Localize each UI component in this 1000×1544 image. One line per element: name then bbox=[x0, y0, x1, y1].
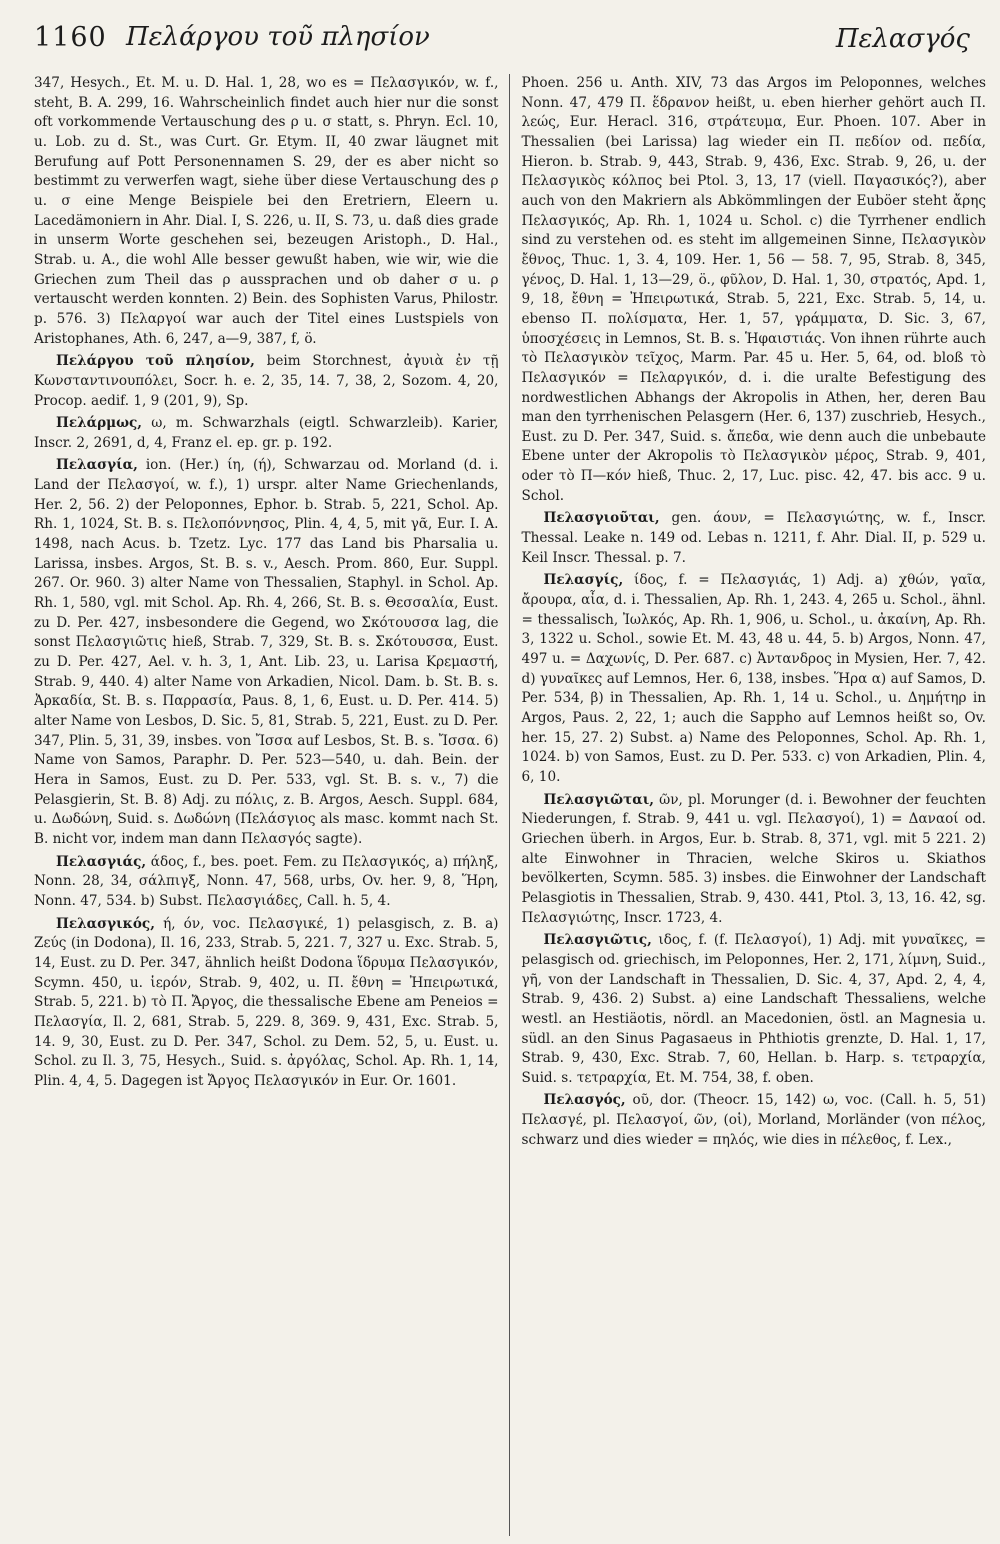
right-column bbox=[510, 74, 987, 1536]
entry-body: ion. (Her.) ίη, (ή), Schwarzau od. Morland (d. i. Land der Πελασγοί, w. f.), 1) urspr. alter Name Griechenlands, Her. 2, 56. 2) der Peloponnes, Ephor. b. Strab. 5, 221, Schol. Ap. Rh. 1, 1024, St. B. s. Πελοπόννησος, Plin. 4, 4, 5, mit γᾶ, Eur. I. A. 1498, nach Acus. b. Tzetz. Lyc. 177 das Land bis Pharsalia u. Larissa, insbes. Argos, St. B. s. v., Aesch. Prom. 860, Eur. Suppl. 267. Or. 960. 3) alter Name von Thessalien, Staphyl. in Schol. Ap. Rh. 1, 580, vgl. mit Schol. Ap. Rh. 4, 266, St. B. s. Θεσσαλία, Eust. zu D. Per. 427, insbesondere die Gegend, wo Σκότουσσα lag, die sonst Πελασγιῶτις hieß, Strab. 7, 329, St. B. s. Σκότουσσα, Eust. zu D. Per. 427, Ael. v. h. 3, 1, Ant. Lib. 23, u. Larisa Κρεμαστή, Strab. 9, 440. 4) alter Name von Arkadien, Nicol. Dam. b. St. B. s. Ἀρκαδία, St. B. s. Παρρασία, Paus. 8, 1, 6, Eust. u. D. Per. 414. 5) alter Name von Lesbos, D. Sic. 5, 81, Strab. 5, 221, Eust. zu D. Per. 347, Plin. 5, 31, 39, insbes. von Ἴσσα auf Lesbos, St. B. s. Ἴσσα. 6) Name von Samos, Paraphr. D. Per. 523—540, u. dah. Bein. der Hera in Samos, Eust. zu D. Per. 533, vgl. St. B. s. v., 7) die Pelasgierin, St. B. 8) Adj. zu πόλις, z. B. Argos, Aesch. Suppl. 684, u. Δωδώνη, Suid. s. Δωδώνη (Πελάσγιος als masc. kommt nach St. B. nicht vor, indem man dann Πελασγός sagte). bbox=[34, 457, 499, 847]
entry-headword: Πελασγιοῦται, bbox=[543, 510, 660, 527]
entry-body: οῦ, dor. (Theocr. 15, 142) ω, voc. (Call. h. 5, 51) Πελασγέ, pl. Πελασγοί, ῶν, (οἱ), Morland, Morländer (von πέλος, schwarz und dies wieder = πηλός, wie dies in πέλεθος, f. Lex., bbox=[521, 1092, 986, 1148]
entry-body: άδος, f., bes. poet. Fem. zu Πελασγικός, a) πήληξ, Nonn. 28, 34, σάλπιγξ, Nonn. 47, 568, urbs, Ov. her. 9, 8, Ἥρη, Nonn. 47, 534. b) Subst. Πελασγιάδες, Call. h. 5, 4. bbox=[34, 853, 499, 909]
entry-headword: Πελάργου τοῦ πλησίον, bbox=[56, 353, 255, 370]
entry-headword: Πελασγίς, bbox=[543, 572, 624, 589]
dictionary-entry bbox=[34, 352, 499, 411]
text-columns bbox=[34, 74, 986, 1536]
header-last-entry: Πελασγός bbox=[835, 24, 970, 54]
dictionary-entry bbox=[522, 1091, 987, 1150]
dictionary-entry bbox=[522, 509, 987, 568]
header-first-entry: Πελάργου τοῦ πλησίον bbox=[126, 22, 430, 52]
entry-headword: Πελασγός, bbox=[543, 1092, 626, 1109]
dictionary-entry bbox=[522, 74, 987, 506]
entry-headword: Πελασγιάς, bbox=[56, 853, 147, 870]
entry-headword: Πελασγιῶτις, bbox=[543, 932, 652, 949]
left-column bbox=[34, 74, 509, 1536]
dictionary-entry bbox=[522, 931, 987, 1088]
dictionary-entry bbox=[522, 571, 987, 787]
entry-body: gen. άουν, = Πελασγιώτης, w. f., Inscr. Thessal. Leake n. 149 od. Lebas n. 1211, f. Ahr. Dial. II, p. 529 u. Keil Inscr. Thessal. p. 7. bbox=[521, 510, 986, 566]
entry-body: ή, όν, voc. Πελασγικέ, 1) pelasgisch, z. B. a) Ζεύς (in Dodona), Il. 16, 233, Strab. 5, 221. 7, 327 u. Exc. Strab. 5, 14, Eust. zu D. Per. 347, ähnlich heißt Dodona ἵδρυμα Πελασγικόν, Scymn. 450, u. ἱερόν, Strab. 9, 402, u. Π. ἔθνη = Ἠπειρωτικά, Strab. 5, 221. b) τὸ Π. Ἄργος, die thessalische Ebene am Peneios = Πελασγία, Il. 2, 681, Strab. 5, 229. 8, 369. 9, 431, Exc. Strab. 5, 14. 9, 30, Eust. zu D. Per. 347, Schol. zu Dem. 52, 5, u. Eust. u. Schol. zu Il. 3, 75, Hesych., Suid. s. ἀργόλας, Schol. Ap. Rh. 1, 14, Plin. 4, 4, 5. Dagegen ist Ἄργος Πελασγικόν in Eur. Or. 1601. bbox=[34, 915, 499, 1089]
entry-body: ῶν, pl. Morunger (d. i. Bewohner der feuchten Niederungen, f. Strab. 9, 441 u. vgl. Πελασγοί), 1) = Δαναοί od. Griechen überh. in Argos, Eur. b. Strab. 8, 371, vgl. mit 5 221. 2) alte Einwohner in Thracien, welche Skiros u. Skiathos bevölkerten, Scymn. 585. 3) insbes. die Einwohner der Landschaft Pelasgiotis in Thessalien, Strab. 9, 430. 441, Ptol. 3, 13, 16. 42, sg. Πελασγιώτης, Inscr. 1723, 4. bbox=[521, 791, 986, 926]
dictionary-entry bbox=[34, 853, 499, 912]
entry-body: ιδος, f. (f. Πελασγοί), 1) Adj. mit γυναῖκες, = pelasgisch od. griechisch, im Peloponnes, Her. 2, 171, λίμνη, Suid., γῆ, von der Landschaft in Thessalien, D. Sic. 4, 37, Apd. 2, 4, 4, Strab. 9, 436. 2) Subst. a) eine Landschaft Thessaliens, welche westl. an Hestiäotis, nördl. an Macedonien, östl. an Magnesia u. südl. an den Sinus Pagasaeus in Phthiotis grenzte, D. Hal. 1, 17, Strab. 9, 430, Exc. Strab. 7, 60, Hellan. b. Harp. s. τετραρχία, Suid. s. τετραρχία, Et. M. 754, 38, f. oben. bbox=[521, 932, 986, 1086]
entry-headword: Πελασγία, bbox=[56, 457, 138, 474]
running-header bbox=[34, 16, 980, 60]
entry-headword: Πελασγιῶται, bbox=[543, 791, 655, 808]
entry-body: ίδος, f. = Πελασγιάς, 1) Adj. a) χθών, γαῖα, ἄρουρα, αἶα, d. i. Thessalien, Ap. Rh. 1, 243. 4, 265 u. Schol., ähnl. = thessalisch, Ἰωλκός, Ap. Rh. 1, 906, u. Schol., u. ἀκαίνη, Ap. Rh. 3, 1322 u. Schol., sowie Et. M. 43, 48 u. 44, 5. b) Argos, Nonn. 47, 497 u. = Δαχωνίς, D. Per. 687. c) Ἀντανδρος in Mysien, Her. 7, 42. d) γυναῖκες auf Lemnos, Her. 6, 138, insbes. Ἥρα α) auf Samos, D. Per. 534, β) in Thessalien, Ap. Rh. 1, 14 u. Schol., u. Δημήτηρ in Argos, Paus. 2, 22, 1; auch die Sappho auf Lemnos heißt so, Ov. her. 15, 27. 2) Subst. a) Name des Peloponnes, Schol. Ap. Rh. 1, 1024. b) von Samos, Eust. zu D. Per. 533. c) von Arkadien, Plin. 4, 6, 10. bbox=[521, 572, 986, 785]
entry-body: Phoen. 256 u. Anth. XIV, 73 das Argos im Peloponnes, welches Nonn. 47, 479 Π. ἕδρανον heißt, u. eben hierher gehört auch Π. λεώς, Eur. Heracl. 316, στράτευμα, Eur. Phoen. 107. Aber in Thessalien (bei Larissa) lag wieder ein Π. πεδίον od. πεδία, Hieron. b. Strab. 9, 443, Strab. 9, 436, Exc. Strab. 9, 26, u. der Πελασγικὸς κόλπος bei Ptol. 3, 13, 17 (viell. Παγασικός?), aber auch von den Makriern als Abkömmlingen der Euböer steht ἄρης Πελασγικός, Ap. Rh. 1, 1024 u. Schol. c) die Tyrrhener endlich sind zu verstehen od. es steht im allgemeinen Sinne, Πελασγικὸν ἔθνος, Thuc. 1, 3. 4, 109. Her. 1, 56 — 58. 7, 95, Strab. 8, 345, γένος, D. Hal. 1, 13—29, ö., φῦλον, D. Hal. 1, 30, στρατός, Apd. 1, 9, 18, ἔθνη = Ἠπειρωτικά, Strab. 5, 221, Exc. Strab. 5, 14, u. ebenso Π. πολίσματα, Her. 1, 57, γράμματα, D. Sic. 3, 67, ὑποσχέσεις in Lemnos, St. B. s. Ἡφαιστιάς. Von ihnen rührte auch τὸ Πελασγικὸν τεῖχος, Marm. Par. 45 u. Her. 5, 64, od. bloß τὸ Πελασγικόν = Πελαργικόν, d. i. die uralte Befestigung des nordwestlichen Abhangs der Akropolis in Athen, her, deren Bau man den tyrrhenischen Pelasgern (Her. 6, 137) zuschrieb, Hesych., Eust. zu D. Per. 347, Suid. s. ἄπεδα, wie denn auch die unbebaute Ebene unter der Akropolis τὸ Πελασγικὸν μέρος, Strab. 9, 401, oder τὸ Π—κόν hieß, Thuc. 2, 17, Luc. pisc. 42, 47. bis acc. 9 u. Schol. bbox=[521, 75, 986, 504]
dictionary-entry bbox=[34, 456, 499, 849]
dictionary-entry bbox=[522, 791, 987, 929]
dictionary-entry bbox=[34, 414, 499, 453]
entry-headword: Πελάρμως, bbox=[56, 415, 143, 432]
page-number: 1160 bbox=[34, 22, 107, 53]
entry-headword: Πελασγικός, bbox=[56, 915, 155, 932]
entry-body: beim Storchnest, ἀγυιὰ ἐν τῇ Κωνσταντινουπόλει, Socr. h. e. 2, 35, 14. 7, 38, 2, Sozom. 4, 20, Procop. aedif. 1, 9 (201, 9), Sp. bbox=[34, 353, 499, 409]
dictionary-entry bbox=[34, 915, 499, 1092]
entry-body: ω, m. Schwarzhals (eigtl. Schwarzleib). Karier, Inscr. 2, 2691, d, 4, Franz el. ep. gr. p. 192. bbox=[34, 415, 499, 451]
dictionary-entry bbox=[34, 74, 499, 349]
entry-body: 347, Hesych., Et. M. u. D. Hal. 1, 28, wo es = Πελασγικόν, w. f., steht, B. A. 299, 16. Wahrscheinlich findet auch hier nur die sonst oft vorkommende Vertauschung des ρ u. σ statt, s. Phryn. Ecl. 10, u. Lob. zu d. St., was Curt. Gr. Etym. II, 40 zwar läugnet mit Berufung auf Pott Personennamen S. 29, der es aber nicht so bestimmt zu verwerfen wagt, siehe über diese Vertauschung des ρ u. σ eine Menge Beispiele bei den Eretriern, Eleern u. Lacedämoniern in Ahr. Dial. I, S. 226, u. II, S. 73, u. daß dies grade in unserm Worte geschehen sei, bezeugen Aristoph., D. Hal., Strab. u. A., die wohl Alle besser gewußt haben, wie wir, wie die Griechen zum Theil das ρ aussprachen und ob daher σ u. ρ vertauscht werden konnten. 2) Bein. des Sophisten Varus, Philostr. p. 576. 3) Πελαργοί war auch der Titel eines Lustspiels von Aristophanes, Ath. 6, 247, a—9, 387, f, ö. bbox=[34, 75, 499, 347]
